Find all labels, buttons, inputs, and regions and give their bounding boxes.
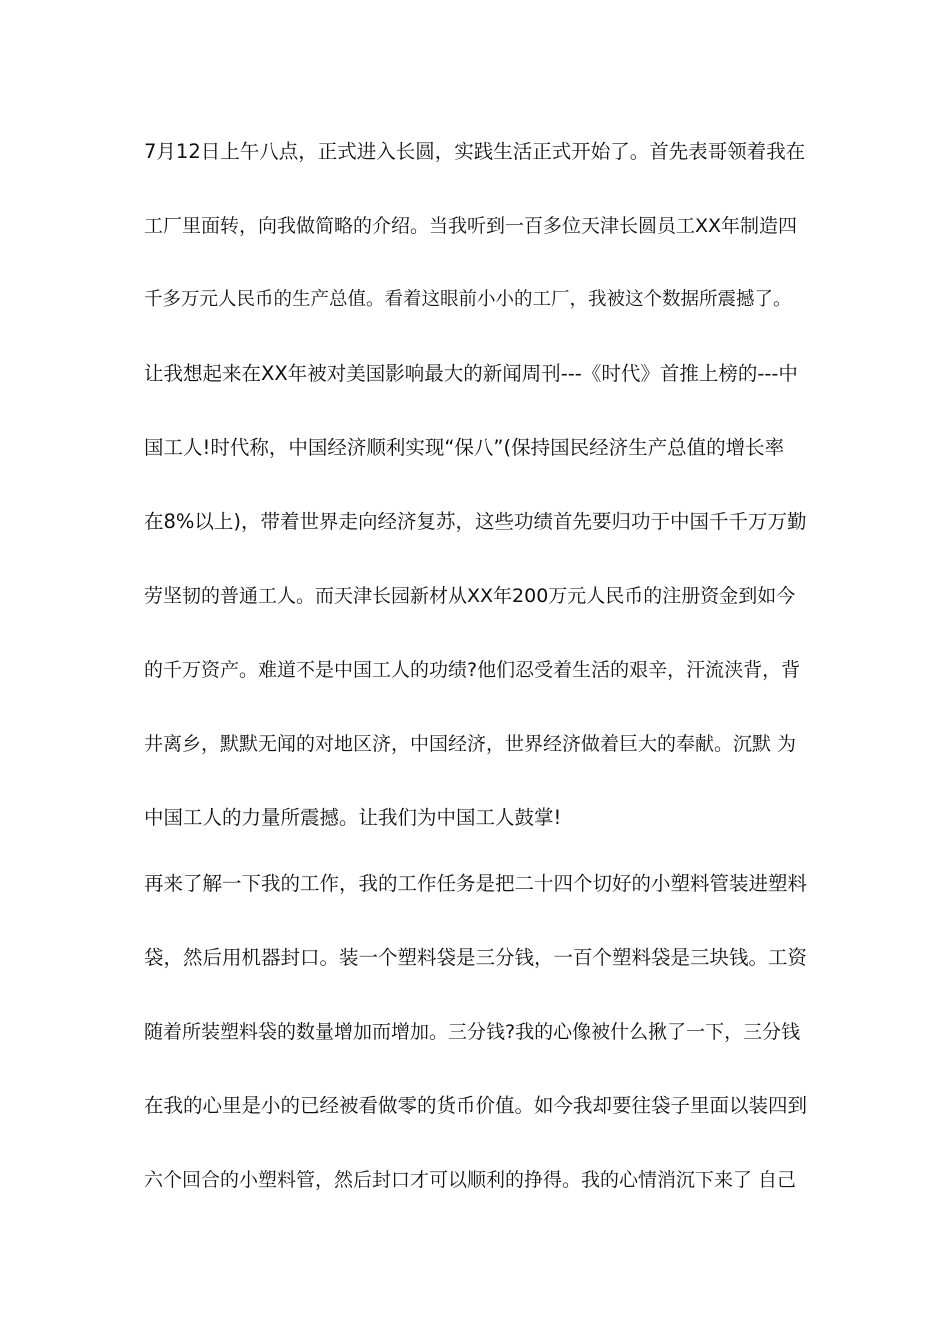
- text-line: 中国工人的力量所震撼。让我们为中国工人鼓掌!: [144, 806, 562, 829]
- text-line: 井离乡，默默无闻的对地区济，中国经济，世界经济做着巨大的奉献。沉默 为: [144, 733, 797, 755]
- text-line: 再来了解一下我的工作，我的工作任务是把二十四个切好的小塑料管装进塑料: [144, 872, 808, 895]
- text-line: 劳坚韧的普通工人。而天津长园新材从XX年200万元人民币的注册资金到如今: [144, 585, 796, 607]
- text-line: 袋，然后用机器封口。装一个塑料袋是三分钱，一百个塑料袋是三块钱。工资: [144, 946, 808, 969]
- text-line: 的千万资产。难道不是中国工人的功绩?他们忍受着生活的艰辛，汗流浃背，背: [144, 659, 801, 681]
- text-line: 千多万元人民币的生产总值。看着这眼前小小的工厂，我被这个数据所震撼了。: [144, 289, 792, 310]
- text-line: 六个回合的小塑料管，然后封口才可以顺利的挣得。我的心情消沉下来了 自己: [144, 1169, 797, 1191]
- text-line: 在8%以上)，带着世界走向经济复苏，这些功绩首先要归功于中国千千万万勤: [144, 510, 807, 533]
- text-line: 随着所装塑料袋的数量增加而增加。三分钱?我的心像被什么揪了一下，三分钱: [144, 1021, 801, 1043]
- text-line: 工厂里面转，向我做简略的介绍。当我听到一百多位天津长圆员工XX年制造四: [144, 215, 798, 237]
- text-line: 国工人!时代称，中国经济顺利实现“保八”(保持国民经济生产总值的增长率: [144, 436, 785, 459]
- text-line: 让我想起来在XX年被对美国影响最大的新闻周刊---《时代》首推上榜的---中: [144, 362, 798, 385]
- text-line: 7月12日上午八点，正式进入长圆，实践生活正式开始了。首先表哥领着我在: [144, 140, 806, 163]
- text-line: 在我的心里是小的已经被看做零的货币价值。如今我却要往袋子里面以装四到: [144, 1094, 808, 1117]
